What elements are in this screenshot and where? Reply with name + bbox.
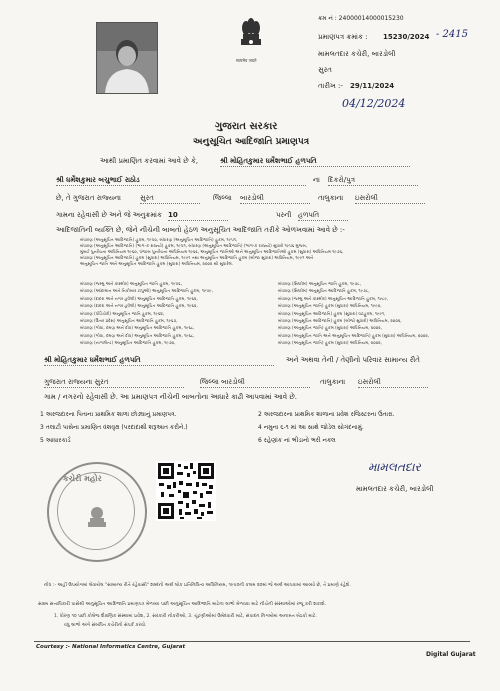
taluka-label: તાલુકાના: [318, 194, 344, 202]
order-line: બંધારણ (પોંડિચેરી) અનુસૂચિત જાતિ હુકમ, ૧૯૬૪,: [80, 310, 165, 316]
qr-code: [156, 461, 216, 521]
footer-note-2: સક્ષમ સત્તાધિકારી પાસેથી અનુસૂચિત આદિજાતિ પ્રમાણપત્ર મેળવ્યા પછી અનુસૂચિત આદિજાતિ માટેના લાભો મેળવવા માટે નીચેની સંસ્થાઓમાં રજૂ કરી શકાશે.: [38, 602, 327, 607]
order-line: બંધારણ (જમ્મુ અને કાશ્મીર) અનુસૂચિત જાતિ હુકમ, ૧૯૫૬,: [80, 281, 182, 286]
order-line: બંધારણ (અનુસૂચિત જાતિ અને અનુસૂચિત આદિજાતિ) હુકમ (સુધારા) અધિનિયમ, ૨૦૦૨,: [278, 332, 430, 338]
order-line: બંધારણ (અનુસૂચિત આદિજાતિ) હુકમ (સુધારા) અધિનિયમ, ૧૯૯૧ તથા અનુસૂચિત આદિજાતિ હુકમ (બીજા સુધારા) અધિનિયમ, ૧૯૯૧ અને: [80, 255, 314, 260]
order-line: બંધારણ (અનુસૂચિત આદિજાતિ) (ભાગ-ક રાજ્યો) હુકમ, ૧૯૫૧, બંધારણ (અનુસૂચિત આદિજાતિ) (ભાગ-ક રાજ્યો) સુધારો ૧૯૫૬ મુજબ,: [80, 243, 308, 248]
taluka-value: ઇસરોલી: [355, 194, 425, 204]
serial-number: ક્રમ નં : 24000014000015230: [318, 15, 404, 22]
district-value: સુરત: [140, 194, 200, 204]
orders-main-list: [80, 237, 343, 267]
certificate-title: અનુસૂચિત આદિજાતિ પ્રમાણપત્ર: [193, 137, 310, 147]
family-text: અને અથવા તેની / તેણીનો પરિવાર સામાન્ય રીતે: [286, 356, 420, 364]
order-line: બંધારણ (અનુસૂચિત આદિજાતિ) હુકમ (સુધારા) વટહુકમ, ૧૯૯૧,: [278, 310, 386, 316]
emblem-caption: सत्यमेव जयते: [236, 58, 257, 63]
residence-taluka-label: તાલુકાના: [320, 378, 346, 386]
village-text: ગામના રહેવાસી છે અને જે અનુક્રમાંક: [56, 211, 162, 219]
holder-name-repeat: શ્રી મોહિતકુમાર ધર્મેશભાઈ હળપતિ: [44, 356, 274, 366]
place: સુરત: [318, 66, 332, 74]
holder-name: શ્રી મોહિતકુમાર ધર્મેશભાઈ હળપતિ: [220, 157, 410, 167]
order-line: બંધારણ (નાગાલેન્ડ) અનુસૂચિત આદિજાતિ હુકમ, ૧૯૭૦,: [80, 340, 176, 346]
issuing-office: મામલતદાર કચેરી, બારડોલી: [318, 50, 396, 58]
basis-item-2: 2 અરજદારના પ્રાથમિક શાળાના પ્રવેશ રજિસ્ટરના ઉતારા.: [258, 411, 395, 418]
footer-note-3: 1. ધોરણ ૧૦ પછી કોલેજ શૈક્ષણિક સંસ્થામાં પ્રવેશ, 2. સરકારી નોકરીઓ, 3. ચૂંટણીઓમાં ઉમેદવારી માટે, સંપાદન નિગમોમાં અનામત બેઠકો માટે.: [54, 614, 317, 619]
orders-left-list: [80, 280, 213, 347]
order-line: બંધારણ (દાદરા અને નગર હવેલી) અનુસૂચિત આદિજાતિ હુકમ, ૧૯૬૨,: [80, 303, 198, 309]
order-line: બંધારણ (અનુસૂચિત જાતિ) હુકમ (સુધારા) અધિનિયમ, ૧૯૯૦,: [278, 303, 382, 309]
order-line: બંધારણ (આંદામાન અને નિકોબાર ટાપુઓ) અનુસૂચિત આદિજાતિ હુકમ, ૧૯૫૯,: [80, 288, 213, 294]
office-stamp: [47, 462, 147, 562]
basis-item-4: 4 નમુના ૬-૧ માં આ સાથે જોડેલ સોગંદનામું.: [258, 424, 364, 431]
order-line: બંધારણ (સિક્કીમ) અનુસૂચિત જાતિ હુકમ, ૧૯૭૮,: [278, 281, 362, 286]
brand-text: Digital Gujarat: [426, 651, 476, 658]
order-line: બંધારણ (જમ્મુ અને કાશ્મીર) અનુસૂચિત આદિજાતિ હુકમ, ૧૯૮૯,: [278, 295, 389, 301]
residence-district: જિલ્લા બારડોલી: [200, 378, 310, 388]
national-emblem-icon: [234, 14, 268, 60]
on-text: પરની: [276, 211, 292, 219]
order-line: બંધારણ (અનુસૂચિત જાતિ) હુકમ (સુધારા) અધિનિયમ, ૨૦૦૨,: [278, 325, 383, 331]
cert-no-handwritten: - 2415: [436, 29, 469, 40]
serial-entry: 10: [168, 211, 228, 221]
order-line: બંધારણ (અનુસૂચિત આદિજાતિ) હુકમ (બીજો સુધારો) અધિનિયમ, ૨૦૦૨,: [278, 318, 402, 324]
stamp-emblem-icon: [81, 504, 113, 536]
residence-state: ગુજરાત રાજ્યના સુરત: [44, 378, 184, 388]
footer-divider: [34, 641, 470, 642]
certify-text: આથી પ્રમાણિત કરવામાં આવે છે કે,: [100, 157, 199, 165]
stamp-text: કચેરી મહોર: [63, 474, 102, 483]
order-line: બંધારણ (ઉત્તર પ્રદેશ) અનુસૂચિત આદિજાતિ હુકમ, ૧૯૬૭,: [80, 318, 178, 324]
applicant-photo: [96, 22, 158, 94]
order-line: બંધારણ (દાદરા અને નગર હવેલી) અનુસૂચિત આદિજાતિ હુકમ, ૧૯૬૨,: [80, 295, 198, 301]
relation: દિકરો/પુત્ર: [328, 176, 418, 186]
order-line: બંધારણ (અનુસૂચિત જાતિ) હુકમ (સુધારા) અધિનિયમ, ૨૦૦૨,: [278, 340, 383, 346]
basis-item-1: 1 અરજદારના પિતાના પ્રાથમિક શાળા છોડ્યાનું પ્રમાણપત્ર.: [40, 411, 177, 418]
order-line: બંધારણ (અનુસૂચિત આદિજાતિ) હુકમ, ૧૯૫૦, બંધારણ (અનુસૂચિત આદિજાતિ) હુકમ, ૧૯૫૧,: [80, 237, 238, 242]
basis-item-3: 3 તલાટી પાસેના પ્રમાણિત વંશવૃક્ષ (પરદાદાથી શરૂઆત કરીને.): [40, 424, 188, 431]
basis-intro: ગામ / નગરનો રહેવાસી છે. આ પ્રમાણપત્ર નીચેની બાબતોના આધારે કાઢી આપવામાં આવે છે.: [44, 393, 297, 401]
signature: મામલતદાર: [368, 460, 421, 474]
courtesy-text: Courtesy :- National Informatics Centre, Gujarat: [36, 644, 186, 650]
order-line: મુંબઈ પુનર્રચના અધિનિયમ ૧૯૬૦, પંજાબ પુનર્રચના અધિનિયમ ૧૯૬૬, અનુસૂચિત જાતિઓ અને અનુસૂચિત આદિજાતિઓ હુકમ (સુધારા) અધિનિયમ ૧૯૭૬,: [80, 249, 344, 254]
basis-item-6: 6 રહેણાંક નાં ભીડાનો ભરી નકલ: [258, 437, 336, 444]
issue-date: 29/11/2024: [350, 82, 395, 90]
residence-taluka: ઇસરોલી: [358, 378, 428, 388]
orders-right-list: [278, 280, 429, 347]
district-name: બારડોલી: [240, 194, 310, 204]
tribe-statement: આદિજાતિની વ્યક્તિ છે, જેને નીચેની બાબતો હેઠળ અનુસૂચિત આદિજાતિ તરીકે ઓળખવામાં આવે છે :-: [56, 226, 345, 234]
tribe-name: હળપતિ: [298, 211, 348, 221]
footer-note-4: વધુ લાભો અંગે સંબંધિત કચેરીનો સંપર્ક કરવો.: [64, 623, 147, 628]
govt-title: ગુજરાત સરકાર: [215, 121, 278, 132]
order-line: બંધારણ (ગોવા, દમણ અને દીવ) અનુસૂચિત આદિજાતિ હુકમ, ૧૯૬૮,: [80, 332, 195, 338]
order-line: બંધારણ (ગોવા, દમણ અને દીવ) અનુસૂચિત આદિજાતિ હુકમ, ૧૯૬૮,: [80, 325, 195, 331]
district-label: જિલ્લા: [213, 194, 232, 202]
date-label: તારીખ :-: [318, 82, 343, 90]
order-line: અનુસૂચિત જાતિ અને અનુસૂચિત આદિજાતિ હુકમ (સુધારા) અધિનિયમ, ૨૦૦૨ થી સુધારેલ.: [80, 261, 234, 266]
cert-no-label: પ્રમાણપત્ર ક્રમાંક :: [318, 33, 368, 41]
parent-name: શ્રી ધર્મેશકુમાર બચુભાઈ રાઠોડ: [56, 176, 306, 186]
basis-item-5: 5 આધારકાર્ડ: [40, 437, 71, 444]
of-text: ના: [313, 176, 320, 184]
cert-no: 15230/2024: [383, 33, 430, 41]
order-line: બંધારણ (સિક્કીમ) અનુસૂચિત આદિજાતિ હુકમ, ૧૯૭૮,: [278, 288, 370, 294]
state-text: છે, તે ગુજરાત રાજ્યના: [56, 194, 121, 202]
signatory-designation: મામલતદાર કચેરી, બારડોલી: [356, 485, 434, 493]
handwritten-date: 04/12/2024: [342, 97, 406, 110]
footer-note-1: નોંધ :- અહીં ઉપયોગમાં લેવાયેલ "સામાન્ય રીતે રહેવાસી" શબ્દનો અર્થ લોક પ્રતિનિધિત્વ અધિનિયમ, ૧૯૫૦ની કલમ ૨૦માં જે અર્થ આપવામાં આવ્યો છે, તે પ્રમાણે રહેશે.: [44, 583, 351, 588]
